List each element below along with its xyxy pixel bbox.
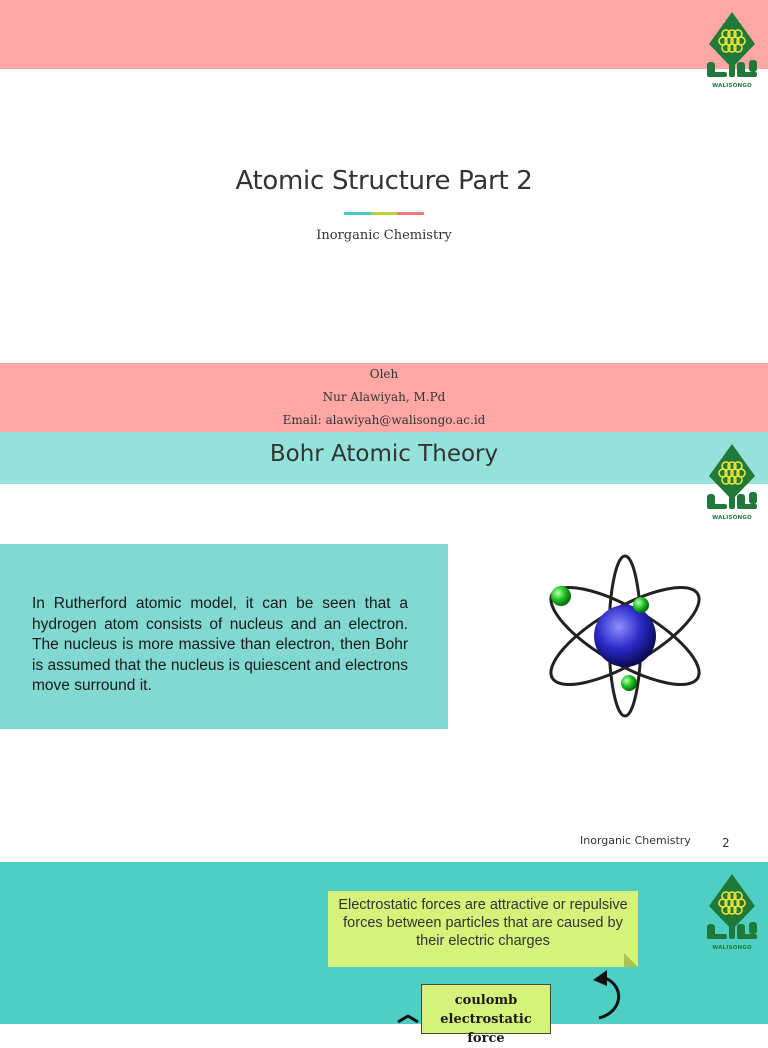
atom-model-icon xyxy=(540,550,710,725)
definition-note: Electrostatic forces are attractive or repulsive forces between particles that are caused by their electric charges xyxy=(328,891,638,967)
walisongo-logo xyxy=(703,10,761,96)
logo-label: WALISONGO xyxy=(712,515,752,521)
concept-box: coulomb electrostatic force xyxy=(421,984,551,1034)
arrow-icon xyxy=(396,1010,420,1024)
body-text: In Rutherford atomic model, it can be seen that a hydrogen atom consists of nucleus and an electron. The nucleus is more massive than electron, then Bohr is assumed that the nucleus is quiescent and electrons move surround it. xyxy=(32,595,408,694)
author-band xyxy=(0,363,768,432)
electron xyxy=(551,586,571,606)
walisongo-logo xyxy=(703,872,761,958)
slide-title: Bohr Atomic Theory xyxy=(269,441,499,467)
author-name: Nur Alawiyah, M.Pd xyxy=(322,390,446,404)
divider-segment-lime xyxy=(371,212,398,215)
top-pink-band xyxy=(0,0,768,69)
author-email: Email: alawiyah@walisongo.ac.id xyxy=(282,413,486,427)
logo-label: WALISONGO xyxy=(712,83,752,89)
slide-electrostatic xyxy=(0,862,768,1046)
presentation-title: Atomic Structure Part 2 xyxy=(235,166,533,196)
nucleus xyxy=(594,605,656,667)
logo-label: WALISONGO xyxy=(712,945,752,951)
electron xyxy=(621,675,637,691)
presentation-subtitle: Inorganic Chemistry xyxy=(316,228,452,243)
divider-segment-red xyxy=(397,212,424,215)
content-box xyxy=(0,544,448,729)
slide-footer: Inorganic Chemistry xyxy=(580,834,691,847)
walisongo-logo-icon xyxy=(703,872,761,944)
curved-arrow-icon xyxy=(585,966,630,1024)
walisongo-logo-icon xyxy=(703,442,761,514)
walisongo-logo xyxy=(703,442,761,528)
author-prefix: Oleh xyxy=(369,367,399,381)
slide-title xyxy=(0,0,768,432)
title-divider xyxy=(344,212,424,215)
page-number: 2 xyxy=(722,836,730,850)
walisongo-logo-icon xyxy=(703,10,761,82)
electron xyxy=(633,597,649,613)
divider-segment-teal xyxy=(344,212,371,215)
slide-bohr-theory xyxy=(0,432,768,862)
note-fold xyxy=(624,953,638,967)
